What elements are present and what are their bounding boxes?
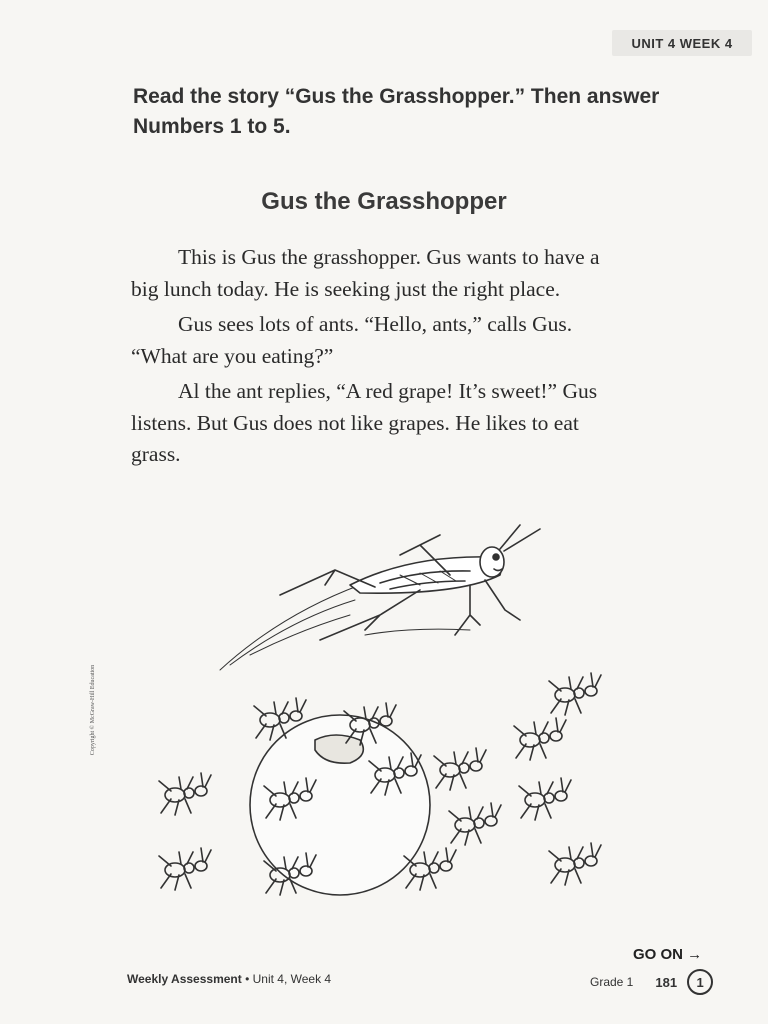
- grasshopper-figure: [280, 525, 540, 640]
- assessment-detail: • Unit 4, Week 4: [241, 972, 332, 986]
- page-number: 181: [655, 974, 678, 990]
- story-text: [131, 242, 631, 475]
- question-number-badge: 1: [687, 969, 713, 995]
- assessment-label: Weekly Assessment: [127, 972, 242, 986]
- story-paragraph: Gus sees lots of ants. “Hello, ants,” calls Gus. “What are you eating?”: [131, 312, 573, 368]
- instructions: Read the story “Gus the Grasshopper.” Then answer Numbers 1 to 5.: [133, 85, 660, 138]
- story-paragraph: This is Gus the grasshopper. Gus wants to have a big lunch today. He is seeking just the right place.: [131, 245, 600, 301]
- story-title: Gus the Grasshopper: [261, 188, 507, 215]
- grasshopper-and-ants-illustration: [120, 515, 640, 935]
- copyright-note: Copyright © McGraw-Hill Education: [90, 664, 96, 756]
- go-on-prompt: GO ON →: [633, 946, 703, 963]
- story-paragraph: Al the ant replies, “A red grape! It’s sweet!” Gus listens. But Gus does not like grapes. He likes to eat grass.: [131, 379, 598, 466]
- grade-label: Grade 1: [590, 975, 634, 989]
- footer-page-info: [590, 969, 713, 995]
- footer-assessment: [127, 972, 331, 986]
- unit-week-badge: UNIT 4 WEEK 4: [612, 30, 752, 56]
